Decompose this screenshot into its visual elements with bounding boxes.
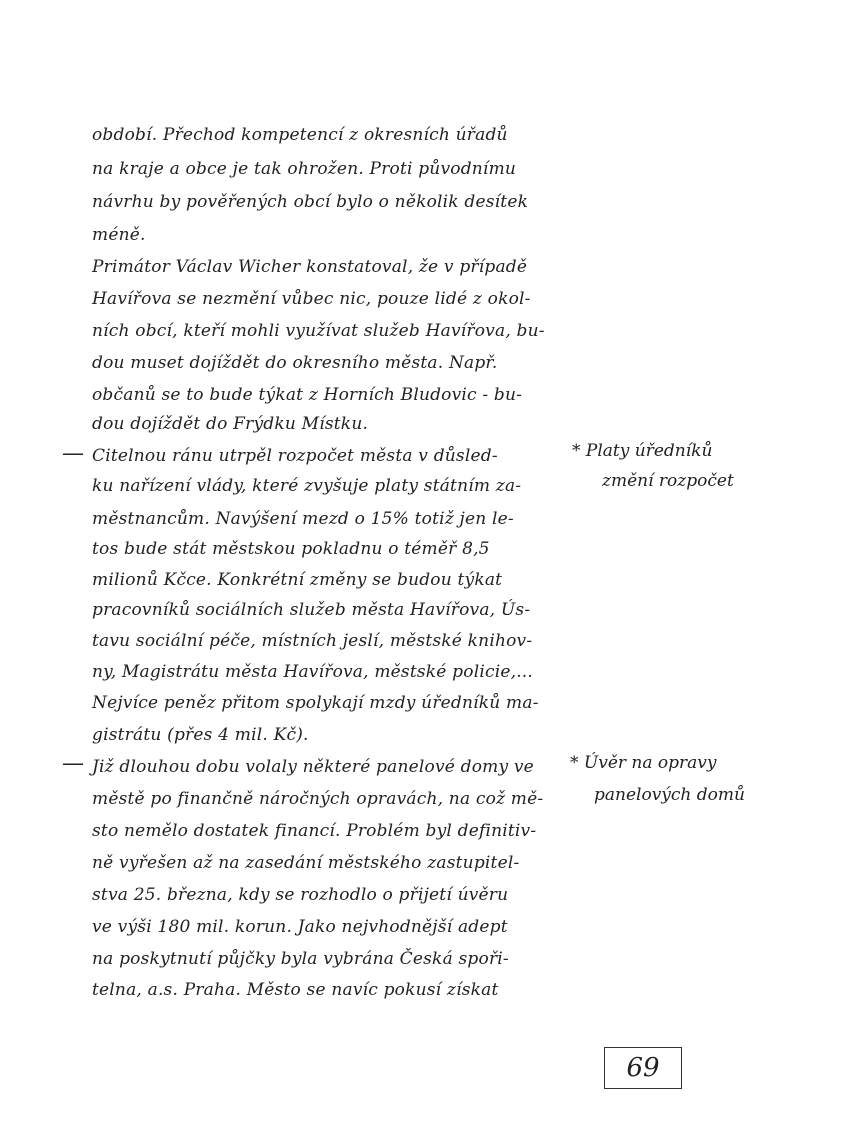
margin-note-1-line-1: * Platy úředníků [572, 441, 713, 461]
text-line-11: Citelnou ránu utrpěl rozpočet města v důsled- [92, 446, 498, 466]
text-line-5: Primátor Václav Wicher konstatoval, že v případě [92, 257, 528, 277]
text-line-21: Již dlouhou dobu volaly některé panelové domy ve [92, 757, 534, 777]
text-line-1: období. Přechod kompetencí z okresních úřadů [92, 125, 508, 145]
text-line-15: milionů Kčce. Konkrétní změny se budou týkat [92, 570, 503, 590]
text-line-7: ních obcí, kteří mohli využívat služeb Havířova, bu- [92, 321, 545, 341]
margin-note-1-line-2: změní rozpočet [602, 471, 734, 491]
text-line-27: na poskytnutí půjčky byla vybrána Česká spoři- [92, 949, 509, 969]
paragraph-dash: — [62, 441, 84, 466]
text-line-3: návrhu by pověřených obcí bylo o několik desítek [92, 192, 529, 212]
page-number: 69 [626, 1053, 660, 1083]
text-line-13: městnancům. Navýšení mezd o 15% totiž jen le- [92, 509, 514, 529]
text-line-20: gistrátu (přes 4 mil. Kč). [92, 725, 309, 745]
text-line-22: městě po finančně náročných opravách, na což mě- [92, 789, 544, 809]
text-line-12: ku nařízení vlády, které zvyšuje platy státním za- [92, 476, 522, 496]
text-line-24: ně vyřešen až na zasedání městského zastupitel- [92, 853, 520, 873]
text-line-18: ny, Magistrátu města Havířova, městské policie,... [92, 662, 534, 682]
text-line-19: Nejvíce peněz přitom spolykají mzdy úředníků ma- [92, 693, 539, 713]
text-line-9: občanů se to bude týkat z Horních Bludovic - bu- [92, 385, 523, 405]
page-number-box [604, 1047, 682, 1089]
text-line-6: Havířova se nezmění vůbec nic, pouze lidé z okol- [92, 289, 531, 309]
text-line-2: na kraje a obce je tak ohrožen. Proti původnímu [92, 159, 517, 179]
margin-note-2-line-1: * Úvěr na opravy [570, 753, 717, 773]
text-line-28: telna, a.s. Praha. Město se navíc pokusí získat [92, 980, 499, 1000]
text-line-10: dou dojíždět do Frýdku Místku. [92, 414, 369, 434]
text-line-26: ve výši 180 mil. korun. Jako nejvhodnější adept [92, 917, 508, 937]
text-line-16: pracovníků sociálních služeb města Havířova, Ús- [92, 600, 531, 620]
text-line-8: dou muset dojíždět do okresního města. Např. [92, 353, 498, 373]
text-line-4: méně. [92, 225, 146, 245]
text-line-23: sto nemělo dostatek financí. Problém byl definitiv- [92, 821, 537, 841]
margin-note-2-line-2: panelových domů [594, 785, 745, 805]
paragraph-dash: — [62, 751, 84, 776]
text-line-17: tavu sociální péče, místních jeslí, městské knihov- [92, 631, 533, 651]
text-line-25: stva 25. března, kdy se rozhodlo o přijetí úvěru [92, 885, 509, 905]
text-line-14: tos bude stát městskou pokladnu o téměř 8,5 [92, 539, 490, 559]
